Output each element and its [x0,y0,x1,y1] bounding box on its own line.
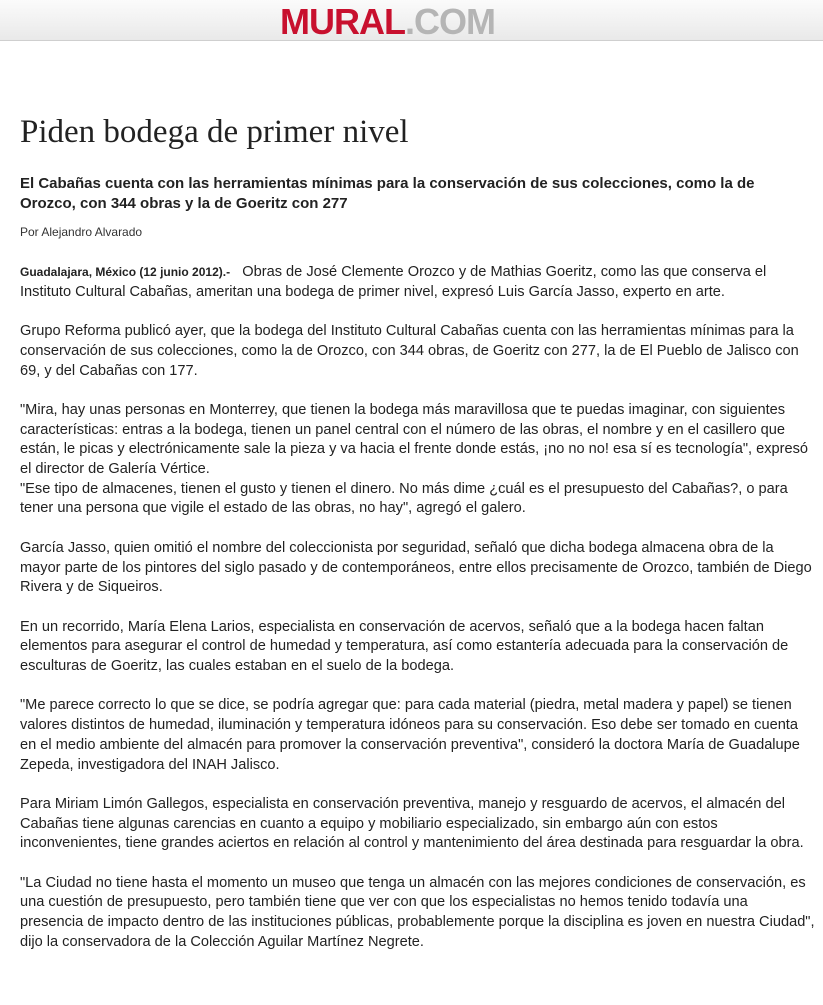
article-dateline: Guadalajara, México (12 junio 2012).- [20,265,231,279]
article-title: Piden bodega de primer nivel [20,114,409,150]
article-paragraph: "Ese tipo de almacenes, tienen el gusto y tienen el dinero. No más dime ¿cuál es el presupuesto del Cabañas?, o para tener una persona que vigile el estado de las obras, no hay", agregó el galero. [20,480,788,517]
article-paragraph [20,263,815,302]
article-paragraph: "Mira, hay unas personas en Monterrey, que tienen la bodega más maravillosa que te puedas imaginar, con siguientes características: entras a la bodega, tienen un panel central con el número de las obras, el nombre y en el casillero que están, le picas y electrónicamente sale la pieza y va hacia el frente donde estás, ¡no no no! esa sí es tecnología", expresó el director de Galería Vértice. [20,401,809,477]
article-paragraph: Grupo Reforma publicó ayer, que la bodega del Instituto Cultural Cabañas cuenta con las herramientas mínimas para la conservación de sus colecciones, como la de Orozco, con 344 obras, de Goeritz con 277, la de El Pueblo de Jalisco con 69, y del Cabañas con 177. [20,323,799,379]
article-paragraph: "La Ciudad no tiene hasta el momento un museo que tenga un almacén con las mejores condiciones de conservación, es una cuestión de presupuesto, pero también tiene que ver con que los especialistas no hemos tenido todavía una presencia de impacto dentro de las instituciones públicas, probablemente porque la disciplina es joven en nuestra Ciudad", dijo la conservadora de la Colección Aguilar Martínez Negrete. [20,874,815,950]
article-paragraph: Para Miriam Limón Gallegos, especialista en conservación preventiva, manejo y resguardo de acervos, el almacén del Cabañas tiene algunas carencias en cuanto a equipo y mobiliario especializado, sin embargo aún con estos inconvenientes, tiene grandes aciertos en relación al control y mantenimiento del área destinada para resguardar la obra. [20,795,804,852]
article-paragraph: García Jasso, quien omitió el nombre del coleccionista por seguridad, señaló que dicha bodega almacena obra de la mayor parte de los pintores del siglo pasado y de contemporáneos, entre ellos precisamente de Orozco, también de Diego Rivera y de Siqueiros. [20,539,812,596]
paragraph-text: Obras de José Clemente Orozco y de Mathias Goeritz, como las que conserva el Instituto Cultural Cabañas, ameritan una bodega de primer nivel, expresó Luis García Jasso, experto en arte. [20,264,767,300]
article-byline: Por Alejandro Alvarado [20,225,143,239]
article-paragraph: "Me parece correcto lo que se dice, se podría agregar que: para cada material (piedra, metal madera y papel) se tienen valores distintos de humedad, iluminación y temperatura idóneos para su conservación. Eso debe ser tomado en cuenta en el medio ambiente del almacén para promover la conservación preventiva", consideró la doctora María de Guadalupe Zepeda, investigadora del INAH Jalisco. [20,697,800,773]
article-paragraph: En un recorrido, María Elena Larios, especialista en conservación de acervos, señaló que a la bodega hacen faltan elementos para asegurar el control de humedad y temperatura, así como estantería adecuada para la conservación de esculturas de Goeritz, las cuales estaban en el suelo de la bodega. [20,618,789,674]
logo-suffix: .COM [404,1,495,42]
masthead [0,0,823,41]
article-deck: El Cabañas cuenta con las herramientas mínimas para la conservación de sus colecciones, como la de Orozco, con 344 obras y la de Goeritz con 277 [20,175,755,212]
article-body [20,263,815,972]
logo-brand: MURAL [280,1,405,42]
site-logo[interactable] [280,2,495,42]
